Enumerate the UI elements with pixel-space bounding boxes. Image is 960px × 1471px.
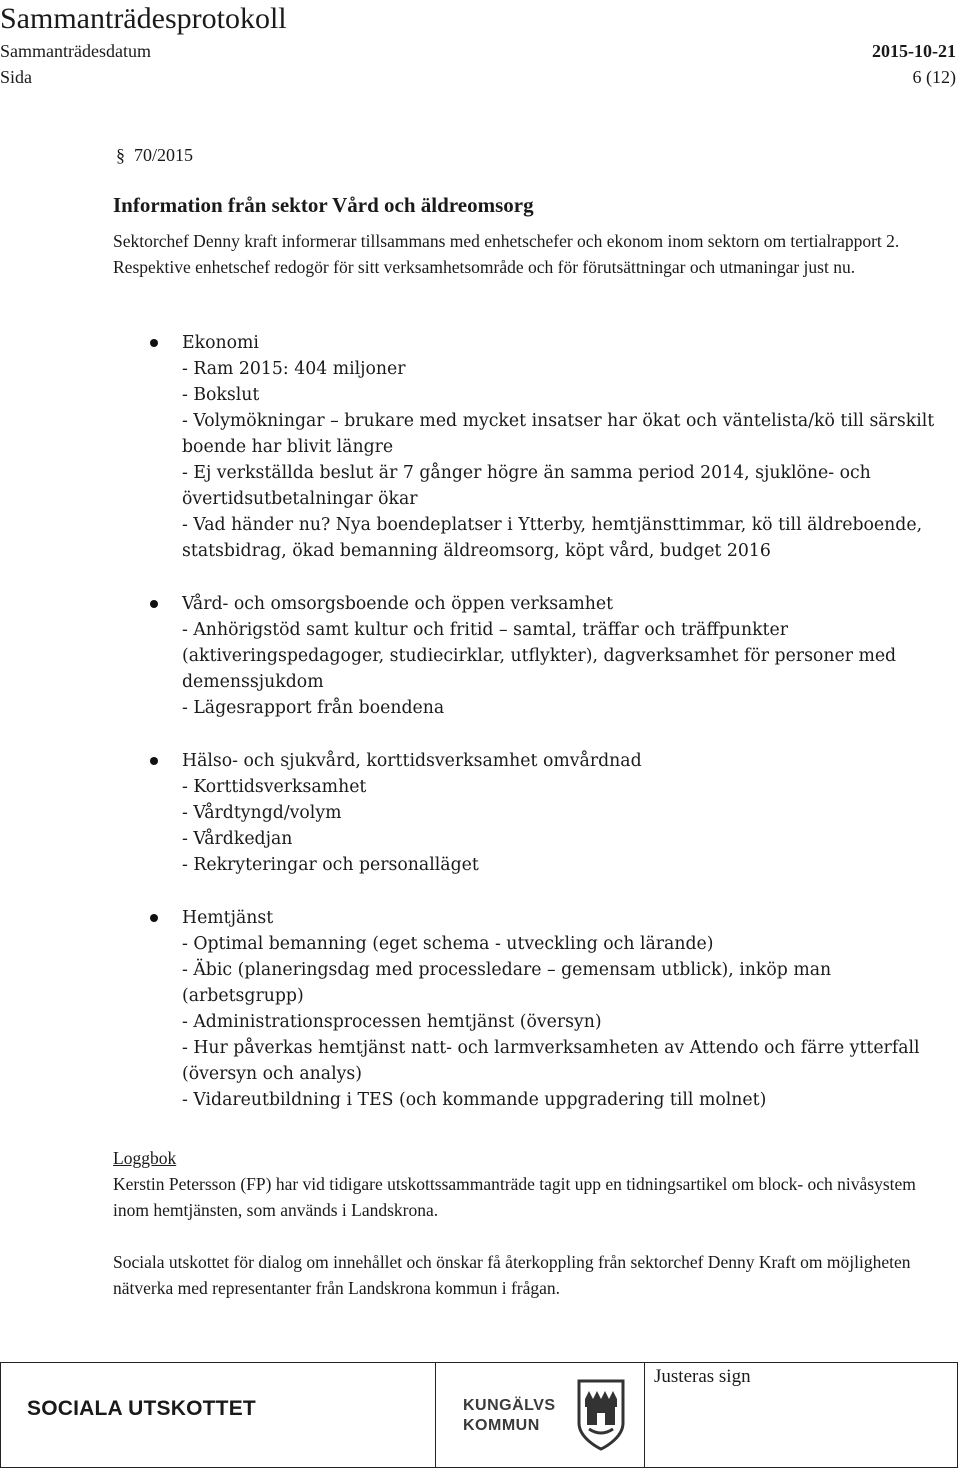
topic-detail-line: - Äbic (planeringsdag med processledare – gemensam utblick), inköp man (arbetsgrupp) bbox=[182, 960, 837, 1006]
bullet-icon bbox=[150, 757, 158, 765]
topic-item bbox=[150, 905, 950, 1113]
topic-detail-line: - Vidareutbildning i TES (och kommande uppgradering till molnet) bbox=[182, 1090, 767, 1110]
topic-body bbox=[182, 591, 950, 721]
topic-body bbox=[182, 330, 950, 564]
topic-detail-line: - Bokslut bbox=[182, 385, 260, 405]
topic-item bbox=[150, 591, 950, 721]
logo-line-2: KOMMUN bbox=[463, 1417, 540, 1434]
logbook-text: Kerstin Petersson (FP) har vid tidigare utskottssammanträde tagit upp en tidningsartikel om block- och nivåsystem inom hemtjänsten, som används i Landskrona. bbox=[113, 1174, 916, 1220]
topic-body bbox=[182, 748, 950, 878]
topic-detail-line: - Ram 2015: 404 miljoner bbox=[182, 359, 406, 379]
signature-label: Justeras sign bbox=[654, 1366, 751, 1387]
meeting-date-value: 2015-10-21 bbox=[872, 41, 956, 61]
paragraph-mark: § bbox=[116, 145, 125, 165]
footer-table bbox=[0, 1362, 958, 1468]
logbook-section bbox=[113, 1145, 943, 1223]
topic-detail-line: - Optimal bemanning (eget schema - utveckling och lärande) bbox=[182, 934, 714, 954]
footer-signature-cell bbox=[644, 1363, 957, 1467]
case-number: 70/2015 bbox=[134, 145, 194, 165]
topic-detail-line: - Hur påverkas hemtjänst natt- och larmverksamheten av Attendo och färre ytterfall (översyn och analys) bbox=[182, 1038, 926, 1084]
intro-paragraph: Sektorchef Denny kraft informerar tillsammans med enhetschefer och ekonom inom sektorn om tertialrapport 2. Respektive enhetschef redogör för sitt verksamhetsområde och för förutsättningar och utmaningar just nu. bbox=[113, 231, 900, 277]
footer-committee-cell bbox=[1, 1363, 436, 1467]
logo-line-1: KUNGÄLVS bbox=[463, 1397, 556, 1414]
meeting-date-label: Sammanträdesdatum bbox=[0, 41, 151, 61]
topic-detail-line: - Vårdtyngd/volym bbox=[182, 803, 342, 823]
topic-detail-line: - Vad händer nu? Nya boendeplatser i Ytterby, hemtjänsttimmar, kö till äldreboende, statsbidrag, ökad bemanning äldreomsorg, köpt vård, budget 2016 bbox=[182, 515, 928, 561]
page-number-row bbox=[0, 66, 956, 88]
coat-of-arms-icon bbox=[575, 1377, 627, 1453]
topic-detail-line: - Volymökningar – brukare med mycket insatser har ökat och väntelista/kö till särskilt boende har blivit längre bbox=[182, 411, 940, 457]
municipality-logo-text bbox=[463, 1396, 556, 1436]
logbook-heading: Loggbok bbox=[113, 1148, 177, 1168]
topic-title: Vård- och omsorgsboende och öppen verksamhet bbox=[182, 594, 614, 614]
page-value: 6 (12) bbox=[912, 67, 956, 87]
topic-detail-line: - Lägesrapport från boendena bbox=[182, 698, 445, 718]
document-title: Sammanträdesprotokoll bbox=[0, 2, 287, 35]
bullet-icon bbox=[150, 339, 158, 347]
topic-detail-line: - Korttidsverksamhet bbox=[182, 777, 367, 797]
topic-body bbox=[182, 905, 950, 1113]
bullet-icon bbox=[150, 600, 158, 608]
topic-title: Ekonomi bbox=[182, 333, 259, 353]
topic-detail-line: - Anhörigstöd samt kultur och fritid – samtal, träffar och träffpunkter (aktiveringspedagoger, studiecirklar, utflykter), dagverksamhet för personer med demenssjukdom bbox=[182, 620, 902, 692]
topic-list bbox=[150, 330, 950, 1140]
section-heading: Information från sektor Vård och äldreomsorg bbox=[113, 193, 534, 217]
topic-detail-line: - Vårdkedjan bbox=[182, 829, 293, 849]
footer-logo-cell bbox=[435, 1363, 645, 1467]
topic-detail-line: - Rekryteringar och personalläget bbox=[182, 855, 479, 875]
meeting-date-row bbox=[0, 40, 956, 62]
committee-name: SOCIALA UTSKOTTET bbox=[27, 1397, 256, 1420]
topic-detail-line: - Ej verkställda beslut är 7 gånger högre än samma period 2014, sjuklöne- och övertidsutbetalningar ökar bbox=[182, 463, 877, 509]
bullet-icon bbox=[150, 914, 158, 922]
topic-item bbox=[150, 330, 950, 564]
closing-paragraph: Sociala utskottet för dialog om innehållet och önskar få återkoppling från sektorchef Denny Kraft om möjligheten nätverka med representanter från Landskrona kommun i frågan. bbox=[113, 1252, 911, 1298]
topic-item bbox=[150, 748, 950, 878]
topic-detail-line: - Administrationsprocessen hemtjänst (översyn) bbox=[182, 1012, 602, 1032]
topic-title: Hemtjänst bbox=[182, 908, 274, 928]
topic-title: Hälso- och sjukvård, korttidsverksamhet omvårdnad bbox=[182, 751, 642, 771]
page-label: Sida bbox=[0, 67, 33, 87]
